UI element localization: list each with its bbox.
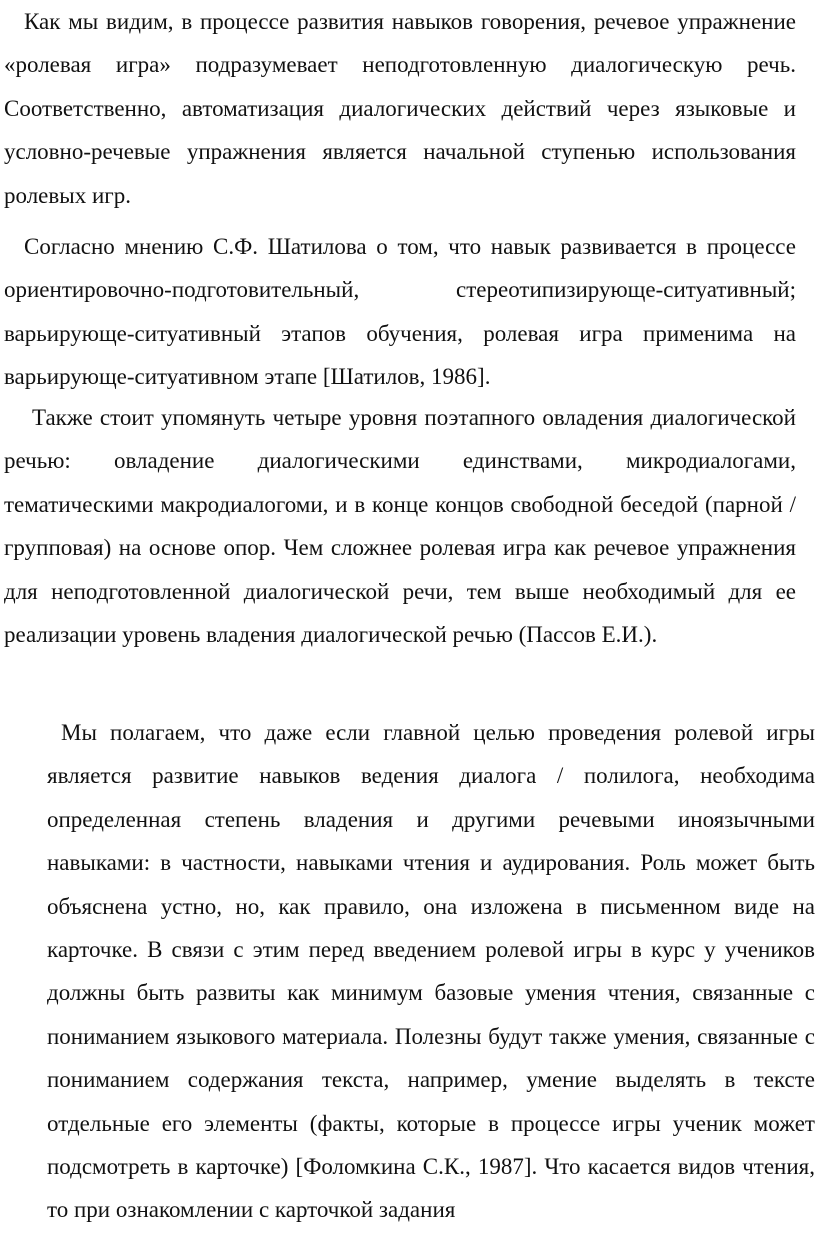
paragraph-role-play-intro: Как мы видим, в процессе развития навыков говорения, речевое упражнение «ролевая игра» подразумевает неподготовленную диалогическую речь. Соответственно, автоматизация диалогических действий через языковые и условно-речевые упражнения является начальной ступенью использования ролевых игр. (4, 9, 796, 208)
paragraph-reading-skills: Мы полагаем, что даже если главной целью проведения ролевой игры является развитие навыков ведения диалога / полилога, необходима определенная степень владения и другими речевыми иноязычными навыками: в частности, навыками чтения и аудирования. Роль может быть объяснена устно, но, как правило, она изложена в письменном виде на карточке. В связи с этим перед введением ролевой игры в курс у учеников должны быть развиты как минимум базовые умения чтения, связанные с пониманием языкового материала. Полезны будут также умения, связанные с пониманием содержания текста, например, умение выделять в тексте отдельные его элементы (факты, которые в процессе игры ученик может подсмотреть в карточке) [Фоломкина С.К., 1987]. Что касается видов чтения, то при ознакомлении с карточкой задания (47, 720, 815, 1223)
paragraph-dialogue-levels: Также стоит упомянуть четыре уровня поэтапного овладения диалогической речью: овладение диалогическими единствами, микродиалогами, тематическими макродиалогоми, и в конце концов свободной беседой (парной / групповая) на основе опор. Чем сложнее ролевая игра как речевое упражнения для неподготовленной диалогической речи, тем выше необходимый для ее реализации уровень владения диалогической речью (Пассов Е.И.). (4, 405, 796, 648)
paragraph-shatilov-stages: Согласно мнению С.Ф. Шатилова о том, что навык развивается в процессе ориентировочно-подготовительный, стереотипизирующе-ситуативный; варьирующе-ситуативный этапов обучения, ролевая игра применима на варьирующе-ситуативном этапе [Шатилов, 1986]. (4, 234, 796, 390)
